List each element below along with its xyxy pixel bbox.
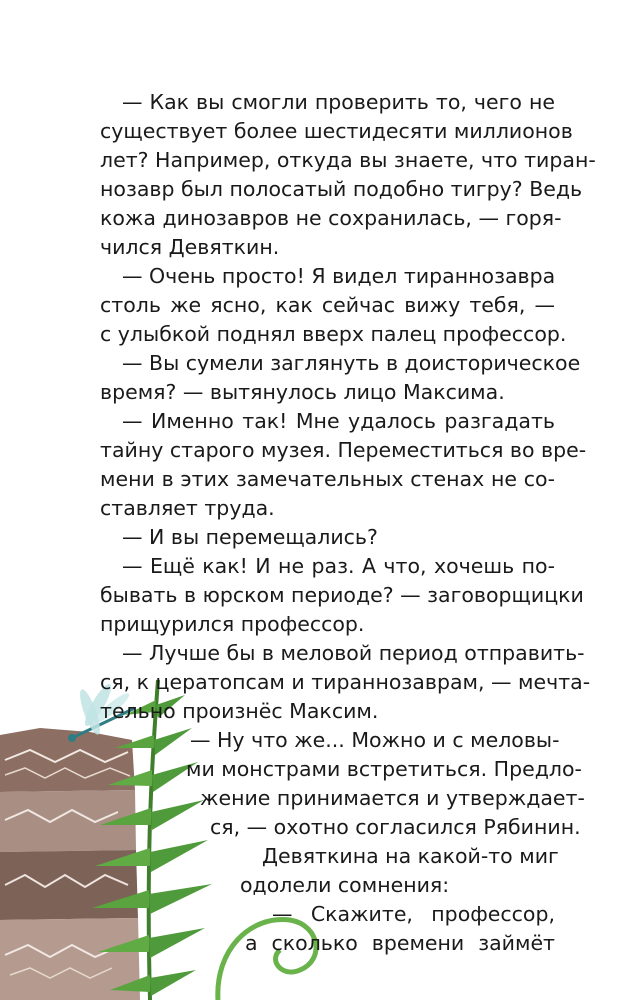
text-line: — Лучше бы в меловой период отправить-	[122, 641, 585, 665]
text-line: ставляет труда.	[100, 496, 275, 520]
text-line: с улыбкой поднял вверх палец профессор.	[100, 322, 567, 346]
text-line: одолели сомнения:	[240, 873, 450, 897]
text-line: — И вы перемещались?	[122, 525, 378, 549]
text-line: тельно произнёс Максим.	[100, 699, 379, 723]
text-line: — Вы сумели заглянуть в доисторическое	[122, 351, 581, 375]
text-line: тайну старого музея. Переместиться во вре-	[100, 438, 587, 462]
text-line: а сколько времени займёт	[245, 931, 555, 955]
text-line: нозавр был полосатый подобно тигру? Ведь	[100, 177, 583, 201]
text-line: — Очень просто! Я видел тираннозавра	[122, 264, 556, 288]
text-line: существует более шестидесяти миллионов	[100, 119, 573, 143]
text-line: — Ну что же... Можно и с меловы-	[190, 728, 560, 752]
text-line: кожа динозавров не сохранилась, — горя-	[100, 206, 562, 230]
text-line: Девяткина на какой-то миг	[262, 844, 559, 868]
text-line: ми монстрами встретиться. Предло-	[186, 757, 582, 781]
text-line: чился Девяткин.	[100, 235, 280, 259]
text-line: ся, — охотно согласился Рябинин.	[210, 815, 581, 839]
text-line: лет? Например, откуда вы знаете, что тиран-	[100, 148, 596, 172]
text-line: ся, к цератопсам и тираннозаврам, — мечта-	[100, 670, 591, 694]
text-line: — Как вы смогли проверить то, чего не	[122, 90, 555, 114]
text-line: столь же ясно, как сейчас вижу тебя, —	[100, 293, 555, 317]
text-line: прищурился профессор.	[100, 612, 365, 636]
text-line: — Именно так! Мне удалось разгадать	[122, 409, 555, 433]
text-line: — Ещё как! И не раз. А что, хочешь по-	[122, 554, 555, 578]
text-line: жение принимается и утверждает-	[200, 786, 585, 810]
text-line: время? — вытянулось лицо Максима.	[100, 380, 505, 404]
text-line: — Скажите, профессор,	[272, 902, 555, 926]
text-line: бывать в юрском периоде? — заговорщицки	[100, 583, 584, 607]
text-line: мени в этих замечательных стенах не со-	[100, 467, 555, 491]
